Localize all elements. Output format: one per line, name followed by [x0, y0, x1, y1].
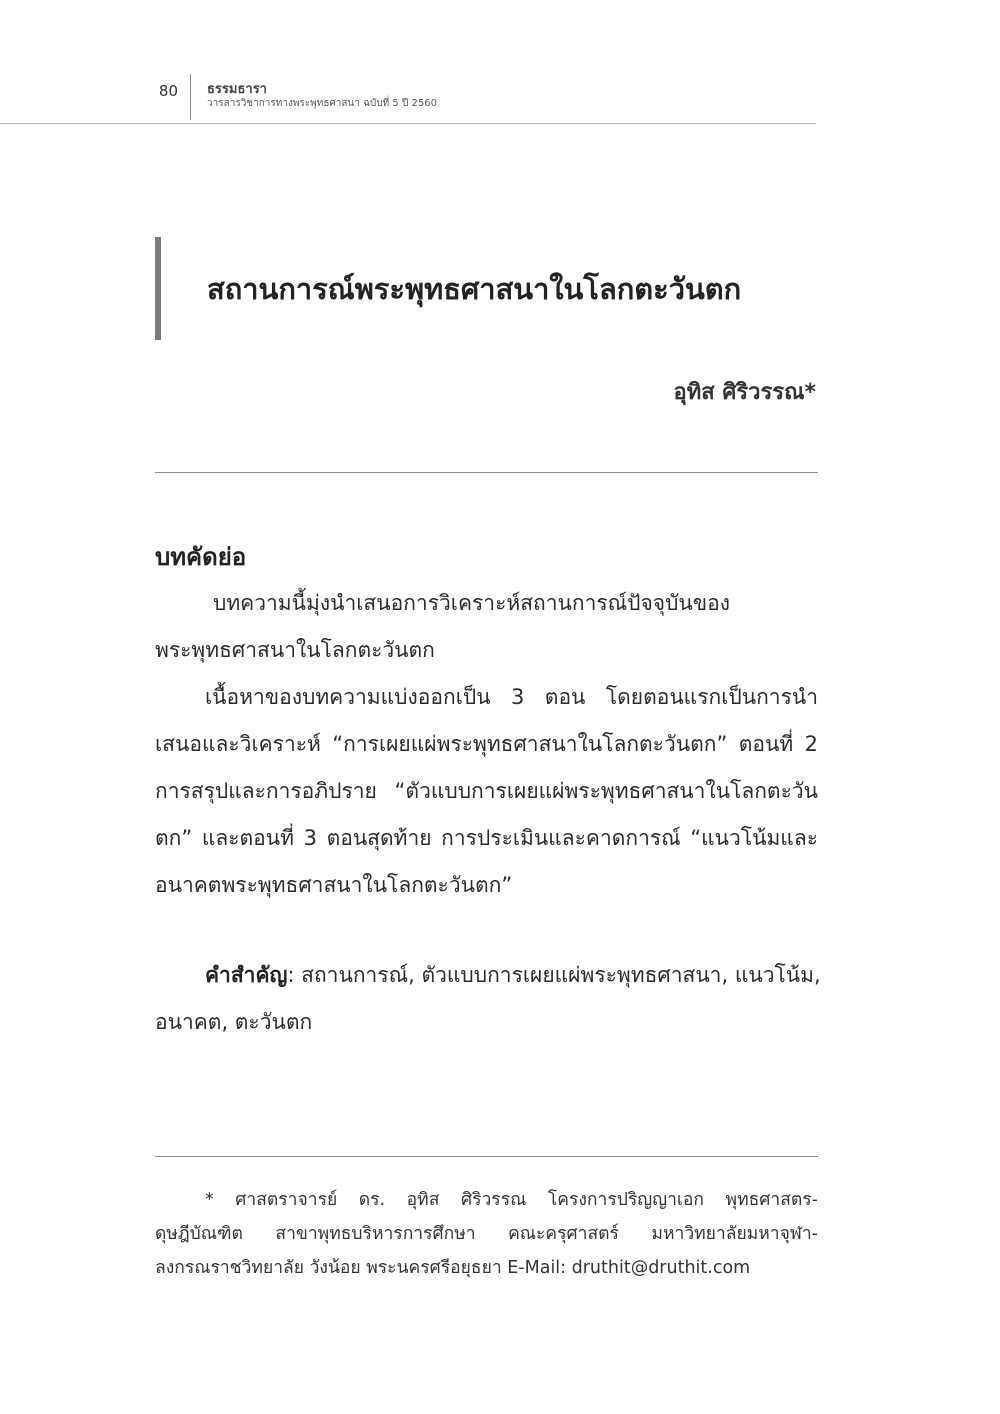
keywords-line: อนาคต, ตะวันตก	[155, 1010, 313, 1034]
title-accent-bar	[155, 237, 161, 340]
header-rule	[0, 123, 816, 124]
footnote-line: ลงกรณราชวิทยาลัย วังน้อย พระนครศรีอยุธยา E-Mail: druthit@druthit.com	[155, 1258, 751, 1278]
abstract-line: อนาคตพระพุทธศาสนาในโลกตะวันตก”	[155, 873, 513, 897]
title-divider	[155, 472, 818, 473]
abstract-line: พระพุทธศาสนาในโลกตะวันตก	[155, 638, 435, 662]
abstract-paragraph-2	[155, 674, 818, 909]
footnote-line: * ศาสตราจารย์ ดร. อุทิส ศิริวรรณ โครงการปริญญาเอก พุทธศาสตร-	[205, 1190, 818, 1210]
article-title: สถานการณ์พระพุทธศาสนาในโลกตะวันตก	[207, 272, 742, 306]
abstract-heading: บทคัดย่อ	[155, 543, 247, 571]
footnote-rule	[155, 1156, 818, 1157]
abstract-paragraph-1	[155, 580, 818, 674]
abstract-line: บทความนี้มุ่งนำเสนอการวิเคราะห์สถานการณ์ปัจจุบันของ	[213, 591, 731, 615]
author-name: อุทิส ศิริวรรณ*	[673, 380, 816, 405]
header-divider	[190, 74, 191, 120]
abstract-line: เสนอและวิเคราะห์ “การเผยแผ่พระพุทธศาสนาในโลกตะวันตก” ตอนที่ 2	[155, 732, 818, 756]
abstract-line: เนื้อหาของบทความแบ่งออกเป็น 3 ตอน โดยตอนแรกเป็นการนำ	[205, 685, 818, 709]
keywords	[155, 952, 821, 1046]
footnote-line: ดุษฎีบัณฑิต สาขาพุทธบริหารการศึกษา คณะครุศาสตร์ มหาวิทยาลัยมหาจุฬา-	[155, 1224, 818, 1244]
keywords-list: : สถานการณ์, ตัวแบบการเผยแผ่พระพุทธศาสนา, แนวโน้ม,	[287, 963, 821, 987]
journal-name: ธรรมธารา	[207, 82, 267, 97]
footnote	[155, 1183, 818, 1285]
keywords-label: คำสำคัญ	[205, 963, 288, 987]
page-number: 80	[158, 82, 178, 100]
journal-subtitle: วารสารวิชาการทางพระพุทธศาสนา ฉบับที่ 5 ปี 2560	[207, 98, 437, 109]
abstract-line: ตก” และตอนที่ 3 ตอนสุดท้าย การประเมินและคาดการณ์ “แนวโน้มและ	[155, 826, 818, 850]
abstract-line: การสรุปและการอภิปราย “ตัวแบบการเผยแผ่พระพุทธศาสนาในโลกตะวัน	[155, 779, 818, 803]
keywords-line	[155, 952, 821, 999]
